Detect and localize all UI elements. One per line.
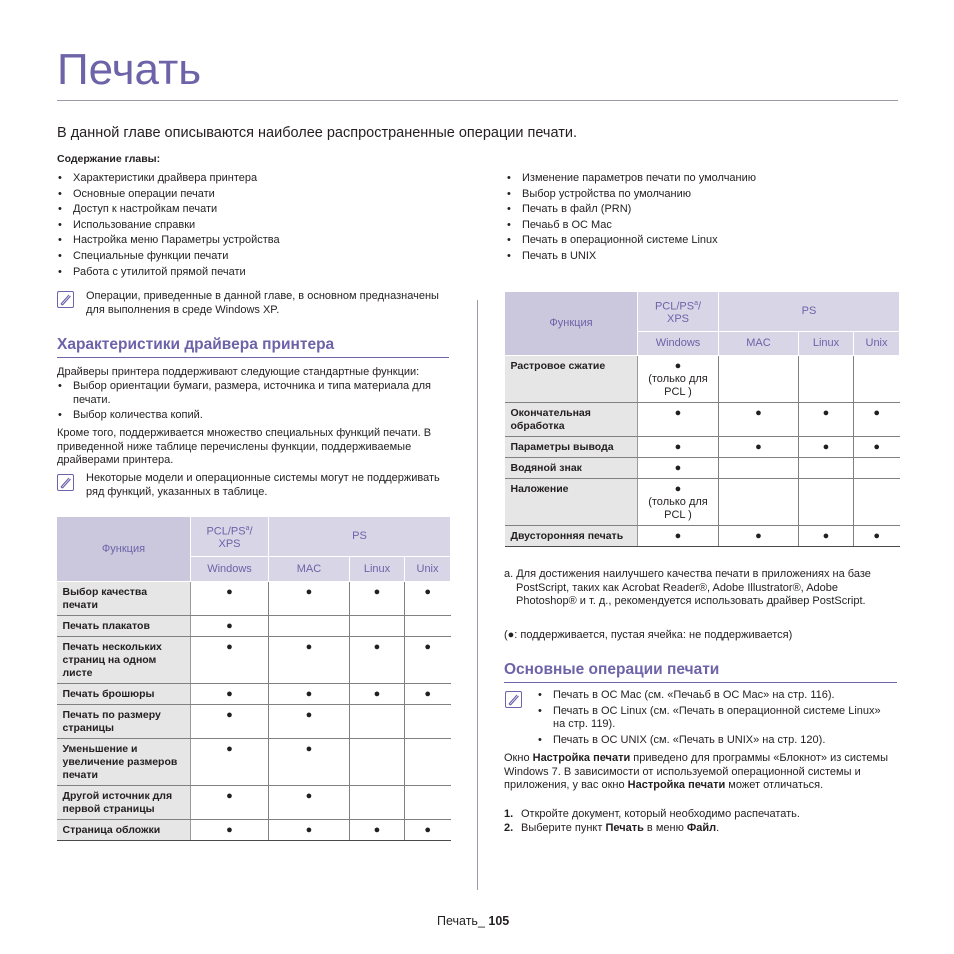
toc-list-left (57, 171, 457, 280)
function-name-cell: Двусторонняя печать (505, 526, 638, 547)
support-cell: ● (191, 582, 269, 616)
header-linux: Linux (350, 557, 405, 582)
header-pcl: PCL/$PS^a/$ XPS (638, 292, 719, 332)
support-cell: ● (719, 437, 799, 458)
function-name-cell: Печать брошюры (57, 684, 191, 705)
support-cell (405, 616, 451, 637)
support-cell: ● (854, 437, 900, 458)
toc-item: • Доступ к настройкам печати (57, 202, 457, 218)
toc-item: • Специальные функции печати (57, 249, 457, 265)
chapter-intro: В данной главе описываются наиболее распространенные операции печати. (57, 125, 577, 141)
table-row (505, 526, 900, 547)
support-cell (719, 479, 799, 526)
toc-title: Содержание главы: (57, 153, 161, 165)
support-cell: ● (269, 637, 350, 684)
table-row (505, 458, 900, 479)
feature-item: • Выбор ориентации бумаги, размера, источника и типа материала для печати. (57, 380, 447, 407)
support-cell: ● (405, 637, 451, 684)
table-row (57, 684, 451, 705)
header-mac: MAC (719, 332, 799, 356)
support-cell: ● (854, 526, 900, 547)
feature-table-2 (504, 291, 900, 547)
header-pcl: PCL/$PS^a/$ XPS (191, 517, 269, 557)
support-cell: ● (191, 616, 269, 637)
function-name-cell: Наложение (505, 479, 638, 526)
toc-item: • Настройка меню Параметры устройства (57, 233, 457, 249)
header-unix: Unix (405, 557, 451, 582)
header-mac: MAC (269, 557, 350, 582)
support-cell: ● (799, 526, 854, 547)
support-cell: ● (350, 637, 405, 684)
toc-item: • Использование справки (57, 218, 457, 234)
support-cell (719, 356, 799, 403)
support-cell (350, 616, 405, 637)
function-name-cell: Выбор качества печати (57, 582, 191, 616)
table-body (57, 582, 451, 841)
function-name-cell: Страница обложки (57, 820, 191, 841)
support-cell: ● (191, 739, 269, 786)
table-row (57, 820, 451, 841)
toc-item: • Характеристики драйвера принтера (57, 171, 457, 187)
table-legend: (●: поддерживается, пустая ячейка: не поддерживается) (504, 629, 793, 641)
header-ps: PS (269, 517, 451, 557)
toc-item: • Изменение параметров печати по умолчанию (506, 171, 896, 187)
support-cell: ● (269, 705, 350, 739)
function-name-cell: Растровое сжатие (505, 356, 638, 403)
support-cell: ● (только для PCL ) (638, 479, 719, 526)
toc-list-right (506, 171, 896, 265)
header-ps: PS (719, 292, 900, 332)
support-cell (854, 458, 900, 479)
support-cell: ● (638, 458, 719, 479)
table-body (505, 356, 900, 547)
note-pencil-icon (57, 291, 74, 308)
header-windows: Windows (191, 557, 269, 582)
section-heading-basic-print: Основные операции печати (504, 661, 720, 678)
column-divider (477, 300, 478, 890)
section-paragraph: Кроме того, поддерживается множество специальных функций печати. В приведенной ниже таблице перечислены функции, поддерживаемые драйверами принтера. (57, 427, 432, 466)
toc-item: • Работа с утилитой прямой печати (57, 265, 457, 281)
table-row (505, 479, 900, 526)
title-rule (57, 100, 898, 101)
support-cell: ● (405, 820, 451, 841)
table-row (505, 403, 900, 437)
function-name-cell: Параметры вывода (505, 437, 638, 458)
support-cell (799, 458, 854, 479)
support-cell (799, 479, 854, 526)
support-cell (350, 739, 405, 786)
support-cell: ● (191, 705, 269, 739)
section-paragraph: Драйверы принтера поддерживают следующие стандартные функции: (57, 366, 420, 378)
table-footnote: a. Для достижения наилучшего качества печати в приложениях на базе PostScript, таких как Acrobat Reader®, Adobe Illustrator®, Adobe Photoshop® и т. д., рекомендуется использовать драйвер PostScript. (504, 568, 871, 607)
support-cell: ● (405, 684, 451, 705)
support-cell: ● (719, 526, 799, 547)
toc-item: • Печать в UNIX (506, 249, 896, 265)
section-heading-rule (57, 357, 449, 358)
page-footer (437, 914, 509, 928)
support-cell: ● (350, 684, 405, 705)
function-name-cell: Печать нескольких страниц на одном листе (57, 637, 191, 684)
feature-list (57, 380, 447, 423)
support-cell: ● (719, 403, 799, 437)
support-cell: ● (191, 786, 269, 820)
note-text: Операции, приведенные в данной главе, в основном предназначены для выполнения в среде Windows XP. (86, 290, 439, 316)
toc-item: • Выбор устройства по умолчанию (506, 187, 896, 203)
toc-item: • Печать в файл (PRN) (506, 202, 896, 218)
feature-item: • Выбор количества копий. (57, 409, 447, 423)
page-number: 105 (488, 914, 510, 928)
os-link-item: • Печать в ОС Mac (см. «Печаьб в ОС Mac» на стр. 116). (537, 689, 892, 703)
support-cell (405, 786, 451, 820)
table-row (57, 739, 451, 786)
function-name-cell: Водяной знак (505, 458, 638, 479)
function-name-cell: Окончательная обработка (505, 403, 638, 437)
support-cell: ● (269, 739, 350, 786)
table-row (57, 786, 451, 820)
table-row (57, 637, 451, 684)
support-cell: ● (405, 582, 451, 616)
support-cell: ● (269, 820, 350, 841)
support-cell: ● (191, 820, 269, 841)
support-cell (799, 356, 854, 403)
support-cell: ● (350, 582, 405, 616)
support-cell: ● (только для PCL ) (638, 356, 719, 403)
note-pencil-icon (57, 474, 74, 491)
header-function: Функция (505, 292, 638, 356)
support-cell: ● (799, 403, 854, 437)
toc-item: • Печаьб в ОС Mac (506, 218, 896, 234)
feature-table-1 (56, 516, 451, 841)
function-name-cell: Другой источник для первой страницы (57, 786, 191, 820)
function-name-cell: Печать плакатов (57, 616, 191, 637)
support-cell: ● (269, 786, 350, 820)
toc-item: • Печать в операционной системе Linux (506, 233, 896, 249)
steps-list (504, 807, 894, 835)
header-linux: Linux (799, 332, 854, 356)
support-cell: ● (854, 403, 900, 437)
note-text: Некоторые модели и операционные системы могут не поддерживать ряд функций, указанных в таблице. (86, 472, 440, 498)
header-function: Функция (57, 517, 191, 582)
section-heading-rule (504, 682, 897, 683)
function-name-cell: Печать по размеру страницы (57, 705, 191, 739)
support-cell (269, 616, 350, 637)
footer-label: Печать_ (437, 914, 489, 928)
table-row (57, 616, 451, 637)
os-link-item: • Печать в ОС UNIX (см. «Печать в UNIX» на стр. 120). (537, 734, 892, 748)
support-cell (405, 739, 451, 786)
page-title: Печать (57, 45, 202, 94)
support-cell: ● (638, 437, 719, 458)
support-cell (854, 356, 900, 403)
table-row (57, 582, 451, 616)
support-cell: ● (269, 684, 350, 705)
section-heading-driver: Характеристики драйвера принтера (57, 336, 335, 353)
function-name-cell: Уменьшение и увеличение размеров печати (57, 739, 191, 786)
os-link-list (537, 689, 892, 747)
support-cell (405, 705, 451, 739)
step-item: 1. Откройте документ, который необходимо распечатать. (504, 808, 800, 820)
table-row (57, 705, 451, 739)
support-cell: ● (191, 684, 269, 705)
table-row (505, 437, 900, 458)
step-item: 2. Выберите пункт Печать в меню Файл. (504, 822, 720, 834)
toc-item: • Основные операции печати (57, 187, 457, 203)
support-cell: ● (638, 403, 719, 437)
os-link-item: • Печать в ОС Linux (см. «Печать в операционной системе Linux» на стр. 119). (537, 705, 892, 732)
support-cell (350, 705, 405, 739)
support-cell (350, 786, 405, 820)
support-cell: ● (269, 582, 350, 616)
section-paragraph: Окно Настройка печати приведено для программы «Блокнот» из системы Windows 7. В зависимости от используемой операционной системы и приложения, у вас окно Настройка печати может отличаться. (504, 752, 888, 791)
header-unix: Unix (854, 332, 900, 356)
support-cell (854, 479, 900, 526)
support-cell: ● (638, 526, 719, 547)
support-cell: ● (350, 820, 405, 841)
note-pencil-icon (505, 691, 522, 708)
header-windows: Windows (638, 332, 719, 356)
table-row (505, 356, 900, 403)
support-cell: ● (799, 437, 854, 458)
support-cell (719, 458, 799, 479)
support-cell: ● (191, 637, 269, 684)
